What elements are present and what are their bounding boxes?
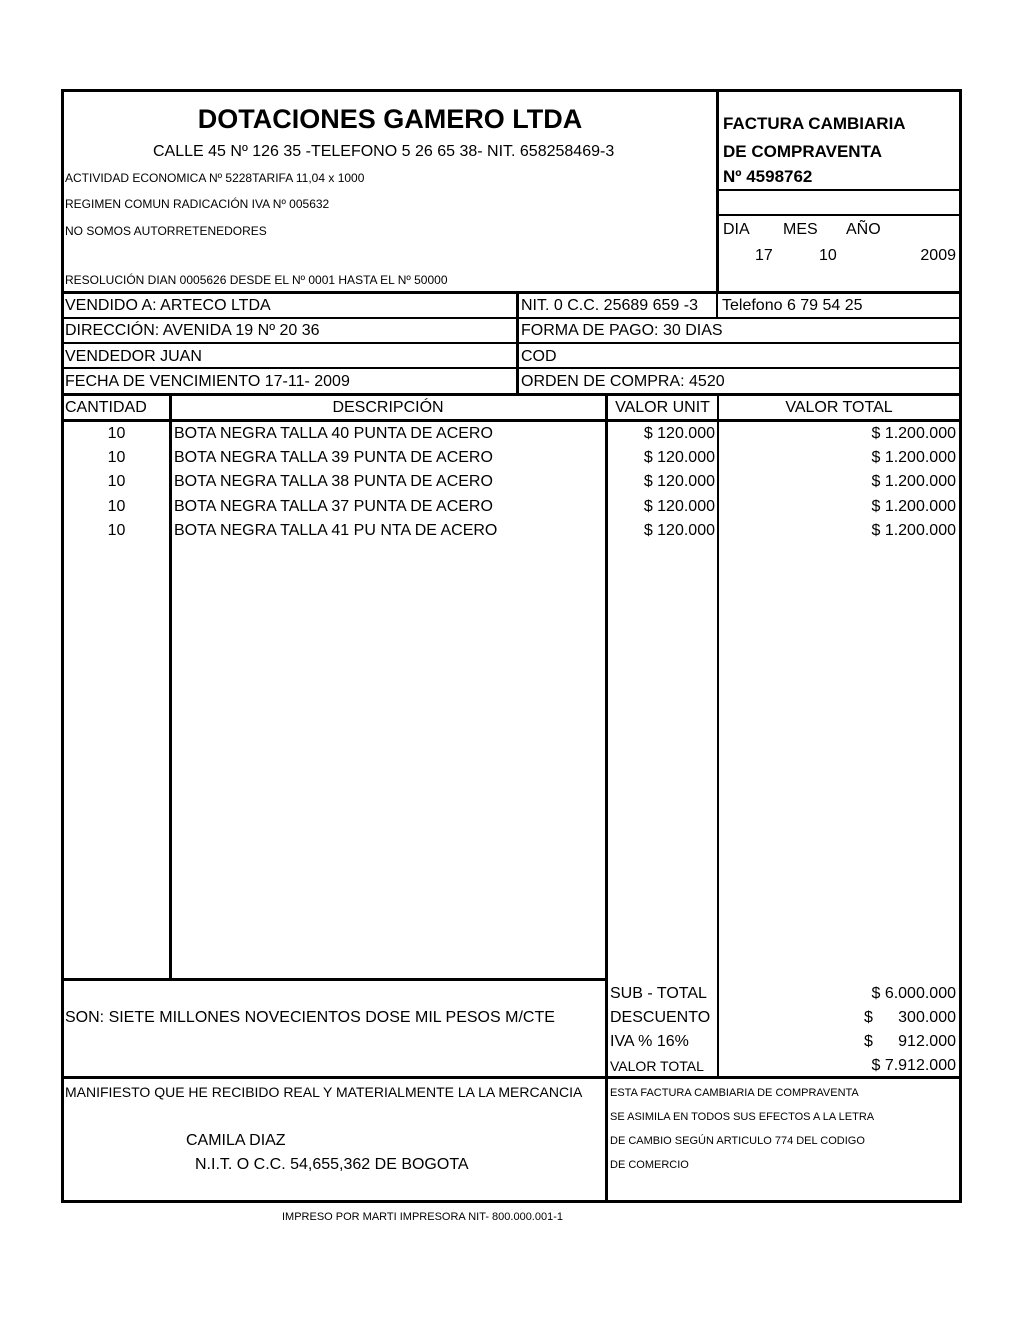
row-unit: $ 120.000 bbox=[643, 498, 715, 515]
header-qty: CANTIDAD bbox=[65, 399, 147, 416]
row-qty: 10 bbox=[107, 425, 126, 442]
customer-nit: NIT. 0 C.C. 25689 659 -3 bbox=[521, 297, 698, 314]
due-date: FECHA DE VENCIMIENTO 17-11- 2009 bbox=[65, 373, 350, 390]
signer-name: CAMILA DIAZ bbox=[186, 1132, 286, 1149]
legal-line-2: SE ASIMILA EN TODOS SUS EFECTOS A LA LETRA bbox=[610, 1111, 875, 1123]
date-label-year: AÑO bbox=[846, 221, 881, 238]
row-unit: $ 120.000 bbox=[643, 473, 715, 490]
row-total: $ 1.200.000 bbox=[871, 498, 956, 515]
discount-currency: $ bbox=[864, 1009, 873, 1026]
row-total: $ 1.200.000 bbox=[871, 425, 956, 442]
subtotal-value: $ 6.000.000 bbox=[871, 985, 956, 1002]
date-label-month: MES bbox=[783, 221, 818, 238]
row-total: $ 1.200.000 bbox=[871, 522, 956, 539]
row-qty: 10 bbox=[107, 473, 126, 490]
invoice-number: Nº 4598762 bbox=[723, 167, 813, 186]
total-label: VALOR TOTAL bbox=[610, 1058, 704, 1074]
cod-label: COD bbox=[521, 348, 557, 365]
company-resolution: RESOLUCIÓN DIAN 0005626 DESDE EL Nº 0001 HASTA EL Nº 50000 bbox=[65, 273, 448, 287]
legal-line-4: DE COMERCIO bbox=[610, 1159, 689, 1171]
row-qty: 10 bbox=[107, 449, 126, 466]
row-unit: $ 120.000 bbox=[643, 449, 715, 466]
company-address: CALLE 45 Nº 126 35 -TELEFONO 5 26 65 38- NIT. 658258469-3 bbox=[153, 143, 615, 160]
row-desc: BOTA NEGRA TALLA 39 PUNTA DE ACERO bbox=[174, 449, 493, 466]
header-unit: VALOR UNIT bbox=[615, 399, 710, 416]
company-retention: NO SOMOS AUTORRETENEDORES bbox=[65, 224, 267, 238]
legal-line-1: ESTA FACTURA CAMBIARIA DE COMPRAVENTA bbox=[610, 1087, 859, 1099]
row-desc: BOTA NEGRA TALLA 40 PUNTA DE ACERO bbox=[174, 425, 493, 442]
date-month: 10 bbox=[819, 247, 837, 264]
row-desc: BOTA NEGRA TALLA 37 PUNTA DE ACERO bbox=[174, 498, 493, 515]
date-day: 17 bbox=[755, 247, 773, 264]
row-qty: 10 bbox=[107, 498, 126, 515]
row-total: $ 1.200.000 bbox=[871, 473, 956, 490]
sold-to: VENDIDO A: ARTECO LTDA bbox=[65, 297, 271, 314]
row-unit: $ 120.000 bbox=[643, 522, 715, 539]
iva-currency: $ bbox=[864, 1033, 873, 1050]
receipt-manifest: MANIFIESTO QUE HE RECIBIDO REAL Y MATERIALMENTE LA LA MERCANCIA bbox=[65, 1084, 583, 1100]
company-activity: ACTIVIDAD ECONOMICA Nº 5228TARIFA 11,04 x 1000 bbox=[65, 171, 365, 185]
row-desc: BOTA NEGRA TALLA 38 PUNTA DE ACERO bbox=[174, 473, 493, 490]
invoice-type-line1: FACTURA CAMBIARIA bbox=[723, 114, 906, 133]
seller: VENDEDOR JUAN bbox=[65, 348, 202, 365]
header-desc: DESCRIPCIÓN bbox=[332, 399, 444, 416]
subtotal-label: SUB - TOTAL bbox=[610, 985, 707, 1002]
discount-label: DESCUENTO bbox=[610, 1009, 711, 1026]
discount-value: 300.000 bbox=[898, 1009, 956, 1026]
customer-address: DIRECCIÓN: AVENIDA 19 Nº 20 36 bbox=[65, 322, 320, 339]
printer-credit: IMPRESO POR MARTI IMPRESORA NIT- 800.000.001-1 bbox=[282, 1211, 563, 1223]
signer-id: N.I.T. O C.C. 54,655,362 DE BOGOTA bbox=[195, 1156, 469, 1173]
customer-phone: Telefono 6 79 54 25 bbox=[722, 297, 863, 314]
amount-in-words: SON: SIETE MILLONES NOVECIENTOS DOSE MIL PESOS M/CTE bbox=[65, 1009, 555, 1026]
row-qty: 10 bbox=[107, 522, 126, 539]
company-name: DOTACIONES GAMERO LTDA bbox=[197, 104, 583, 134]
row-desc: BOTA NEGRA TALLA 41 PU NTA DE ACERO bbox=[174, 522, 498, 539]
iva-value: 912.000 bbox=[898, 1033, 956, 1050]
row-total: $ 1.200.000 bbox=[871, 449, 956, 466]
purchase-order: ORDEN DE COMPRA: 4520 bbox=[521, 373, 725, 390]
invoice-type-line2: DE COMPRAVENTA bbox=[723, 142, 882, 161]
payment-terms: FORMA DE PAGO: 30 DIAS bbox=[521, 322, 723, 339]
date-year: 2009 bbox=[920, 247, 956, 264]
header-total: VALOR TOTAL bbox=[785, 399, 893, 416]
total-value: $ 7.912.000 bbox=[871, 1057, 956, 1074]
company-regime: REGIMEN COMUN RADICACIÓN IVA Nº 005632 bbox=[65, 197, 330, 211]
legal-line-3: DE CAMBIO SEGÚN ARTICULO 774 DEL CODIGO bbox=[610, 1135, 865, 1147]
date-label-day: DIA bbox=[723, 221, 750, 238]
row-unit: $ 120.000 bbox=[643, 425, 715, 442]
iva-label: IVA % 16% bbox=[610, 1033, 689, 1050]
